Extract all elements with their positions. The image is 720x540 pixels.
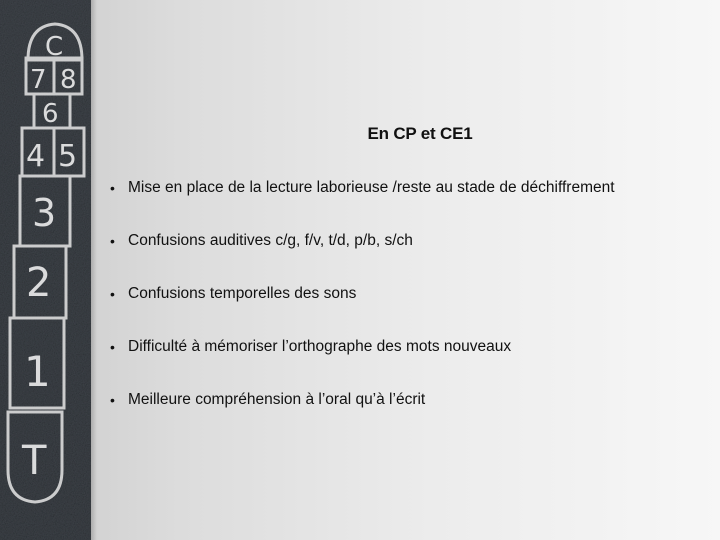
bullet-text: Difficulté à mémoriser l’orthographe des mots nouveaux <box>128 338 512 355</box>
image-edge-shadow <box>91 0 97 540</box>
chalk-label: T <box>22 438 47 484</box>
chalk-label: 1 <box>24 347 51 396</box>
chalk-label: 3 <box>32 191 57 235</box>
chalk-label: 8 <box>60 65 77 95</box>
bullet-item <box>110 231 710 284</box>
bullet-text: Meilleure compréhension à l’oral qu’à l’écrit <box>128 391 426 408</box>
bullet-item <box>110 390 710 443</box>
bullet-text: Confusions temporelles des sons <box>128 285 357 302</box>
bullet-text: Mise en place de la lecture laborieuse /reste au stade de déchiffrement <box>128 179 615 196</box>
hopscotch-drawing <box>0 0 91 540</box>
bullet-marker: • <box>110 339 115 355</box>
chalk-label: 5 <box>58 139 78 174</box>
bullet-item <box>110 337 710 390</box>
bullet-list <box>110 178 710 443</box>
hopscotch-image <box>0 0 91 540</box>
bullet-item <box>110 284 710 337</box>
bullet-text: Confusions auditives c/g, f/v, t/d, p/b, s/ch <box>128 232 413 249</box>
bullet-item <box>110 178 710 231</box>
bullet-marker: • <box>110 180 115 196</box>
bullet-marker: • <box>110 233 115 249</box>
chalk-label: 6 <box>42 99 59 129</box>
chalk-label: 2 <box>26 260 52 306</box>
chalk-label: C <box>45 32 64 62</box>
bullet-marker: • <box>110 392 115 408</box>
chalk-label: 7 <box>30 65 47 95</box>
slide-title: En CP et CE1 <box>367 124 473 143</box>
bullet-marker: • <box>110 286 115 302</box>
chalk-label: 4 <box>26 139 46 174</box>
